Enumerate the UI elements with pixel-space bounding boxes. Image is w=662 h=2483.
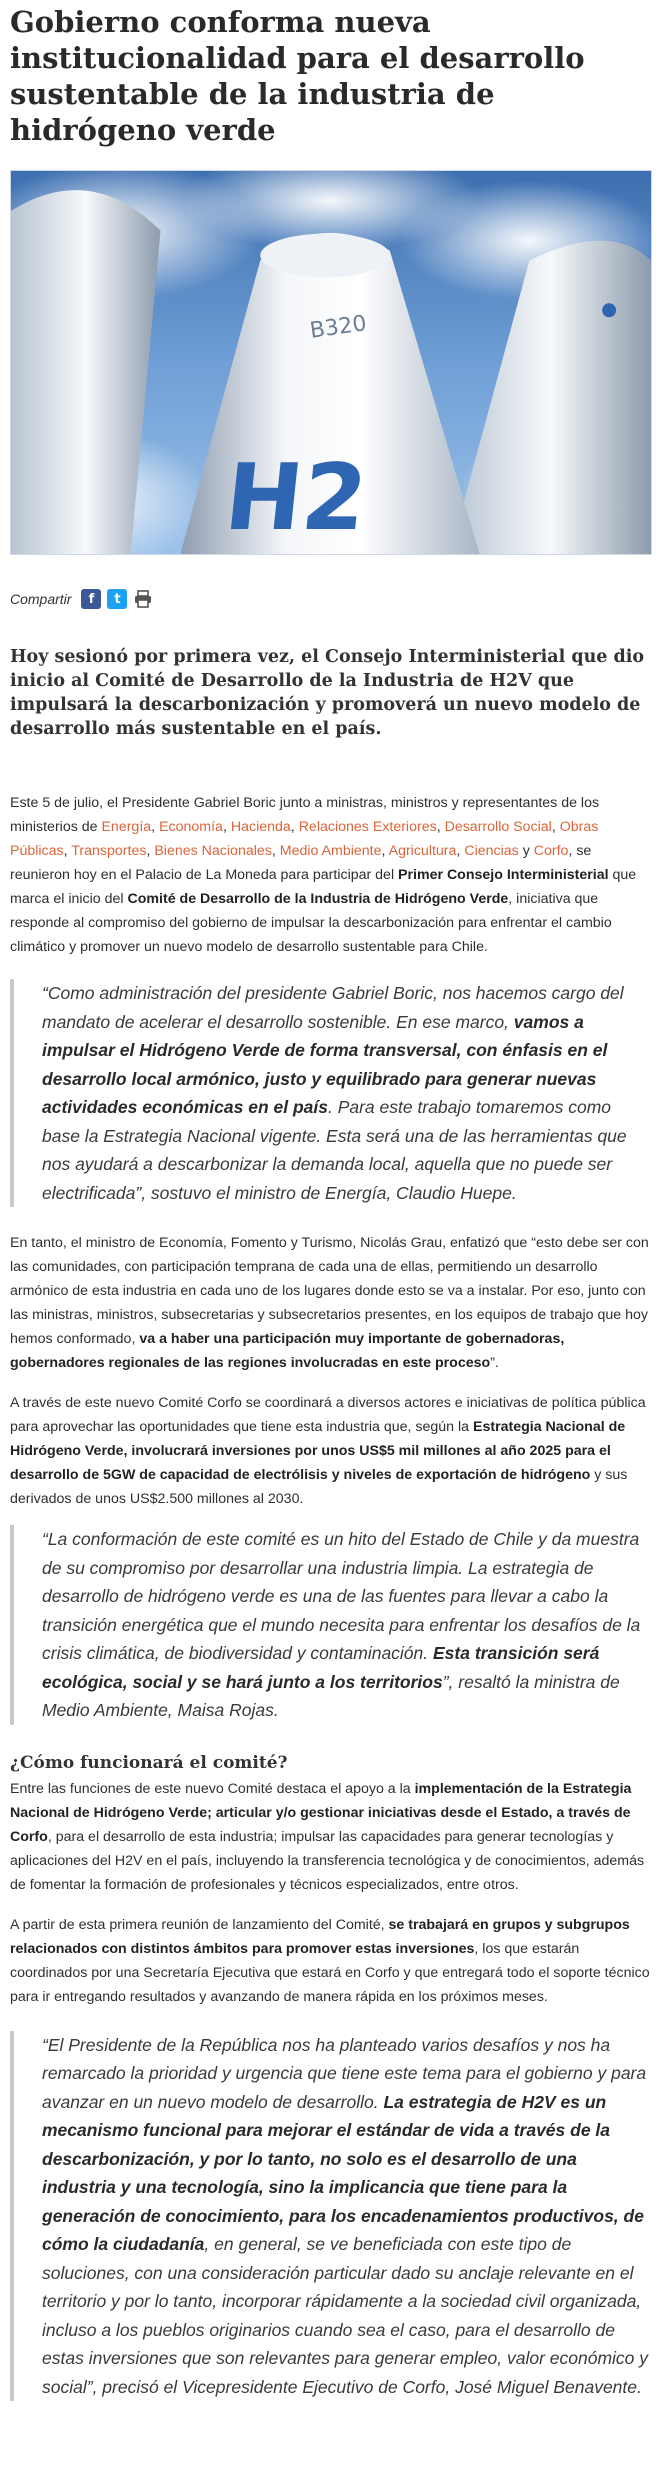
link-ministerio-relaciones-exteriores[interactable]: Relaciones Exteriores — [298, 819, 437, 835]
link-ministerio-transportes[interactable]: Transportes — [71, 843, 147, 859]
link-ministerio-agricultura[interactable]: Agricultura — [388, 843, 457, 859]
link-ministerio-medio-ambiente[interactable]: Medio Ambiente — [279, 843, 382, 859]
paragraph-2: En tanto, el ministro de Economía, Fomento y Turismo, Nicolás Grau, enfatizó que “esto debe ser con las comunidades, con participación temprana de cada una de ellas, permitiendo un desarrollo armónico de esta industria en cada uno de los lugares donde esto se va a instalar. Por eso, junto con las ministras, ministros, subsecretarias y subsecretarios presentes, en los equipos de trabajo que hoy hemos conformado, va a haber una participación muy importante de gobernadoras, gobernadores regionales de las regiones involucradas en este proceso”. — [10, 1235, 649, 1371]
h2-lettering: H2 — [220, 444, 372, 552]
paragraph-5: A partir de esta primera reunión de lanzamiento del Comité, se trabajará en grupos y subgrupos relacionados con distintos ámbitos para promover estas inversiones, los que estarán coordinados por una Secretaría Ejecutiva que estará en Corfo y que entregará todo el soporte técnico para ir entregando resultados y avanzando de manera rápida en los próximos meses. — [10, 1916, 650, 2005]
quote-rojas: “La conformación de este comité es un hito del Estado de Chile y da muestra de su compromiso por desarrollar una industria limpia. La estrategia de desarrollo de hidrógeno verde es una de las fuentes para llevar a cabo la transición energética que el mundo necesita para enfrentar los desafíos de la crisis climática, de biodiversidad y contaminación. Esta transición será ecológica, social y se hará junto a los territorios”, resaltó la ministra de Medio Ambiente, Maisa Rojas. — [10, 1525, 652, 1725]
link-ministerio-energia[interactable]: Energía — [101, 819, 152, 835]
share-label: Compartir — [10, 591, 72, 607]
hero-image — [10, 170, 652, 555]
link-ministerio-bienes-nacionales[interactable]: Bienes Nacionales — [154, 843, 272, 859]
tank-label: B320 — [308, 311, 369, 344]
share-bar — [10, 587, 652, 611]
facebook-icon[interactable]: f — [81, 589, 101, 609]
link-ministerio-ciencias[interactable]: Ciencias — [464, 843, 519, 859]
link-ministerio-hacienda[interactable]: Hacienda — [230, 819, 291, 835]
quote-huepe: “Como administración del presidente Gabriel Boric, nos hacemos cargo del mandato de acelerar el desarrollo sostenible. En ese marco, vamos a impulsar el Hidrógeno Verde de forma transversal, con énfasis en el desarrollo local armónico, justo y equilibrado para generar nuevas actividades económicas en el país. Para este trabajo tomaremos como base la Estrategia Nacional vigente. Esta será una de las herramientas que nos ayudará a descarbonizar la demanda local, aquella que no puede ser electrificada”, sostuvo el ministro de Energía, Claudio Huepe. — [10, 979, 652, 1207]
paragraph-3: A través de este nuevo Comité Corfo se coordinará a diversos actores e iniciativas de política pública para aprovechar las oportunidades que tiene esta industria que, según la Estrategia Nacional de Hidrógeno Verde, involucrará inversiones por unos US$5 mil millones al año 2025 para el desarrollo de 5GW de capacidad de electrólisis y niveles de exportación de hidrógeno y sus derivados de unos US$2.500 millones al 2030. — [10, 1395, 646, 1507]
link-ministerio-desarrollo-social[interactable]: Desarrollo Social — [444, 819, 552, 835]
link-corfo[interactable]: Corfo — [533, 843, 569, 859]
twitter-icon[interactable]: t — [107, 589, 127, 609]
hydrogen-tanks-image — [11, 171, 651, 554]
section-heading: ¿Cómo funcionará el comité? — [10, 1752, 288, 1773]
quote-benavente: “El Presidente de la República nos ha planteado varios desafíos y nos ha remarcado la prioridad y urgencia que tiene este tema para el gobierno y para avanzar en un nuevo modelo de desarrollo. La estrategia de H2V es un mecanismo funcional para mejorar el estándar de vida a través de la descarbonización, y por lo tanto, no solo es el desarrollo de una industria y una tecnología, sino la implicancia que tiene para la generación de conocimiento, para los encadenamientos productivos, de cómo la ciudadanía, en general, se ve beneficiada con este tipo de soluciones, con una consideración particular dado su anclaje relevante en el territorio y por lo tanto, incorporar rápidamente a la sociedad civil organizada, incluso a los pueblos originarios cuando sea el caso, para el desarrollo de estas inversiones que son relevantes para generar empleo, valor económico y social”, precisó el Vicepresidente Ejecutivo de Corfo, José Miguel Benavente. — [10, 2031, 652, 2402]
link-ministerio-obras-publicas[interactable]: Obras Públicas — [10, 819, 599, 859]
link-ministerio-economia[interactable]: Economía — [159, 819, 223, 835]
paragraph-1: Este 5 de julio, el Presidente Gabriel Boric junto a ministras, ministros y representantes de los ministerios de Energía, Economía, Hacienda, Relaciones Exteriores, Desarrollo Social, Obras Públicas, Transportes, Bienes Nacionales, Medio Ambiente, Agricultura, Ciencias y Corfo, se reunieron hoy en el Palacio de La Moneda para participar del Primer Consejo Interministerial que marca el inicio del Comité de Desarrollo de la Industria de Hidrógeno Verde, iniciativa que responde al compromiso del gobierno de impulsar la descarbonización para enfrentar el cambio climático y promover un nuevo modelo de desarrollo sustentable para Chile. — [10, 795, 637, 955]
article-title: Gobierno conforma nueva institucionalidad para el desarrollo sustentable de la industria de hidrógeno verde — [10, 5, 585, 147]
paragraph-4: Entre las funciones de este nuevo Comité destaca el apoyo a la implementación de la Estrategia Nacional de Hidrógeno Verde; articular y/o gestionar iniciativas desde el Estado, a través de Corfo, para el desarrollo de esta industria; impulsar las capacidades para generar tecnologías y aplicaciones del H2V en el país, incluyendo la transferencia tecnológica y de conocimientos, además de fomentar la formación de profesionales y técnicos especializados, entre otros. — [10, 1780, 645, 1893]
article-lead: Hoy sesionó por primera vez, el Consejo Interministerial que dio inicio al Comité de Desarrollo de la Industria de H2V que impulsará la descarbonización y promoverá un nuevo modelo de desarrollo más sustentable en el país. — [10, 647, 645, 739]
print-icon[interactable] — [133, 589, 153, 609]
